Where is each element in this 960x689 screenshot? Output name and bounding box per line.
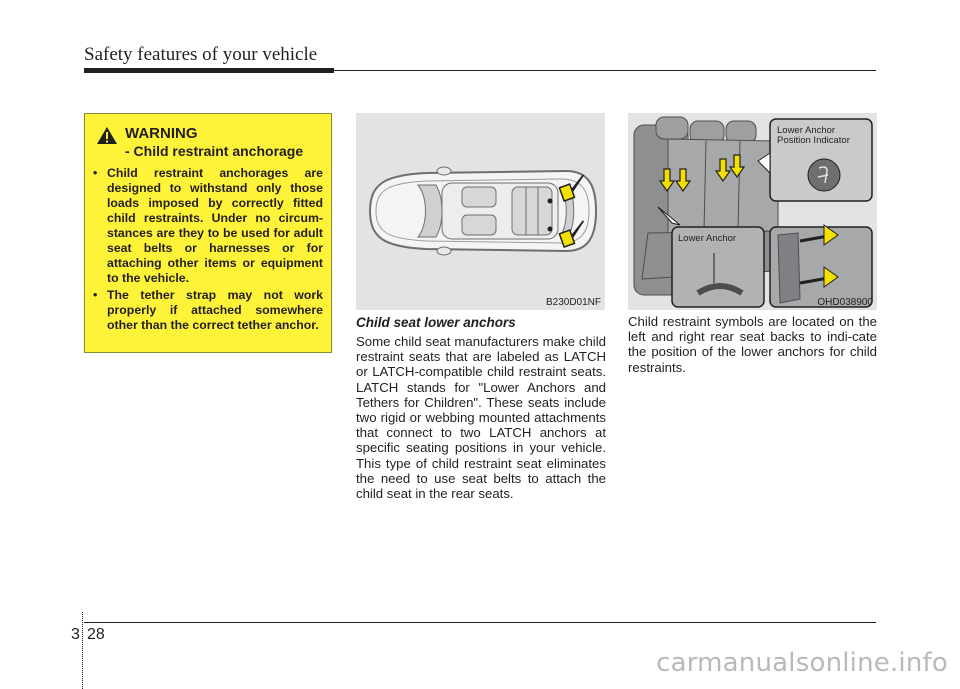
warning-subtitle: - Child restraint anchorage (125, 143, 304, 159)
car-top-view-illustration (356, 113, 605, 310)
label-line: Lower Anchor (777, 125, 836, 136)
page-header-title: Safety features of your vehicle (84, 44, 318, 65)
header-rule-thin (334, 70, 876, 71)
section-body: Some child seat manufacturers make child restraint seats that are labeled as LATCH or LATCH-compatible child restraint seats. LATCH stands for "Lower Anchors and Tethers for Children". These seats include two rigid or webbing mounted attachments that connect to two LATCH anchors at specific seating positions in your vehicle. This type of child restraint seat eliminates the need to use seat belts to attach the child seat in the rear seats. (356, 334, 606, 502)
header-rule-thick (84, 68, 334, 73)
page-number: 28 (87, 626, 105, 643)
warning-box (84, 113, 332, 353)
footer-rule (84, 622, 876, 623)
figure-code: B230D01NF (545, 297, 601, 308)
label-line: Position Indicator (777, 135, 850, 146)
figure-car-top-view (356, 113, 605, 310)
warning-list (93, 166, 323, 333)
footer-divider (82, 612, 84, 689)
chapter-number: 3 (71, 626, 80, 643)
watermark: carmanualsonline.info (656, 648, 948, 678)
label-lower-anchor: Lower Anchor (678, 233, 737, 244)
warning-title: WARNING (125, 125, 198, 142)
warning-item: • The tether strap may not work properly if attached somewhere other than the correct tether anchor. (93, 288, 323, 333)
warning-header (93, 124, 323, 162)
section-heading: Child seat lower anchors (356, 315, 516, 330)
figure-code: OHD038900 (817, 297, 873, 308)
label-lower-anchor-position-indicator (777, 126, 850, 146)
warning-triangle-icon (96, 126, 118, 145)
figure-rear-seat (628, 113, 877, 310)
right-column-body: Child restraint symbols are located on the left and right rear seat backs to indi-cate the position of the lower anchors for child restraints. (628, 314, 877, 375)
warning-item: • Child restraint anchorages are designed to withstand only those loads imposed by correctly fitted child restraints. Under no circum-stances are they to be used for adult seat belts or harnesses or for attaching other items or equipment to the vehicle. (93, 166, 323, 286)
